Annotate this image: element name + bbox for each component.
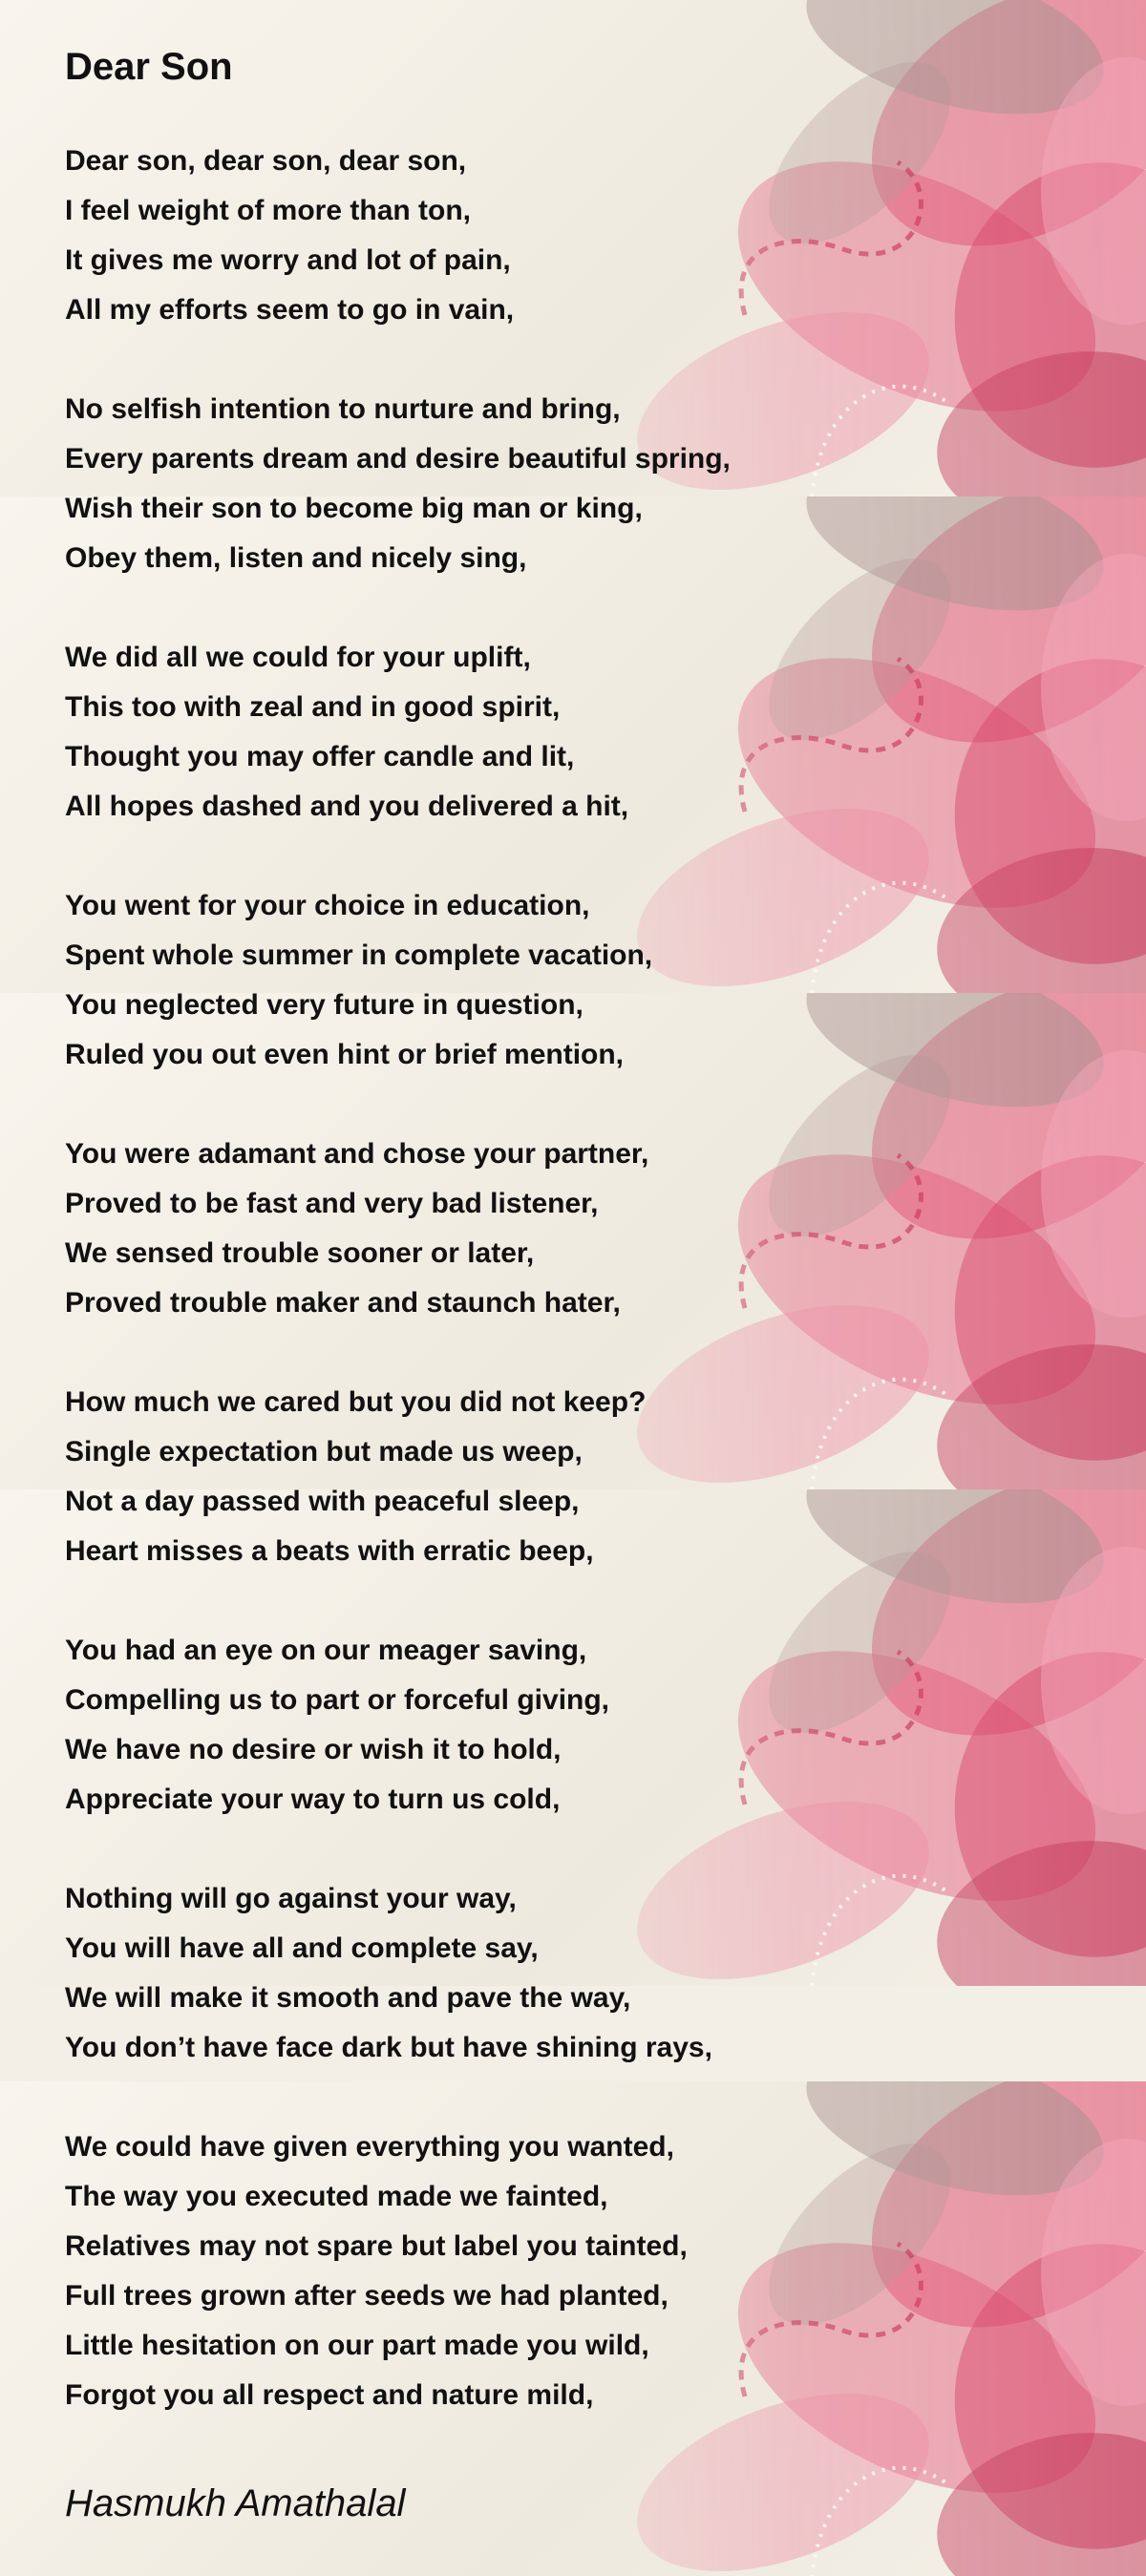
poem-line: This too with zeal and in good spirit, [65, 691, 561, 723]
poem-line: Relatives may not spare but label you tainted, [65, 2230, 688, 2262]
poem-line: Dear son, dear son, dear son, [65, 145, 467, 177]
poem-line: Spent whole summer in complete vacation, [65, 940, 653, 971]
poem-line: Thought you may offer candle and lit, [65, 741, 575, 772]
poem-line: It gives me worry and lot of pain, [65, 244, 511, 276]
poem-line: Single expectation but made us weep, [65, 1436, 583, 1467]
poem-line: Little hesitation on our part made you wild, [65, 2330, 649, 2361]
poem-line: Nothing will go against your way, [65, 1883, 517, 1914]
poem-line: You will have all and complete say, [65, 1932, 539, 1964]
poem-line: We could have given everything you wanted, [65, 2131, 674, 2163]
poem-line: Full trees grown after seeds we had planted, [65, 2280, 668, 2312]
poem-line: The way you executed made we fainted, [65, 2181, 608, 2212]
poem-line: We have no desire or wish it to hold, [65, 1734, 562, 1765]
poem-line: We did all we could for your uplift, [65, 642, 531, 673]
poem-author: Hasmukh Amathalal [65, 2482, 406, 2524]
poem-line: Forgot you all respect and nature mild, [65, 2379, 594, 2411]
poem-line: You neglected very future in question, [65, 989, 584, 1021]
poem-line: Proved to be fast and very bad listener, [65, 1188, 599, 1219]
poem-line: You were adamant and chose your partner, [65, 1138, 649, 1170]
poem-line: All hopes dashed and you delivered a hit, [65, 791, 629, 822]
poem-line: Not a day passed with peaceful sleep, [65, 1486, 580, 1517]
poem-line: Compelling us to part or forceful giving, [65, 1684, 610, 1716]
poem-line: Proved trouble maker and staunch hater, [65, 1287, 621, 1319]
poem-line: Wish their son to become big man or king, [65, 493, 643, 524]
poem-line: Heart misses a beats with erratic beep, [65, 1535, 594, 1567]
poem-line: All my efforts seem to go in vain, [65, 294, 515, 326]
poem-line: You don’t have face dark but have shining rays, [65, 2032, 712, 2063]
poem-line: We sensed trouble sooner or later, [65, 1237, 535, 1269]
poem-line: Every parents dream and desire beautiful spring, [65, 443, 731, 475]
poem-line: Ruled you out even hint or brief mention, [65, 1039, 625, 1070]
poem-line: How much we cared but you did not keep? [65, 1386, 647, 1418]
poem-title: Dear Son [65, 46, 233, 88]
poem-line: I feel weight of more than ton, [65, 195, 472, 226]
poem-line: Obey them, listen and nicely sing, [65, 542, 527, 574]
poem-line: You went for your choice in education, [65, 890, 590, 921]
poem-line: Appreciate your way to turn us cold, [65, 1784, 561, 1815]
poem-line: You had an eye on our meager saving, [65, 1635, 587, 1666]
poem-line: No selfish intention to nurture and bring, [65, 393, 621, 425]
poem-line: We will make it smooth and pave the way, [65, 1982, 631, 2014]
